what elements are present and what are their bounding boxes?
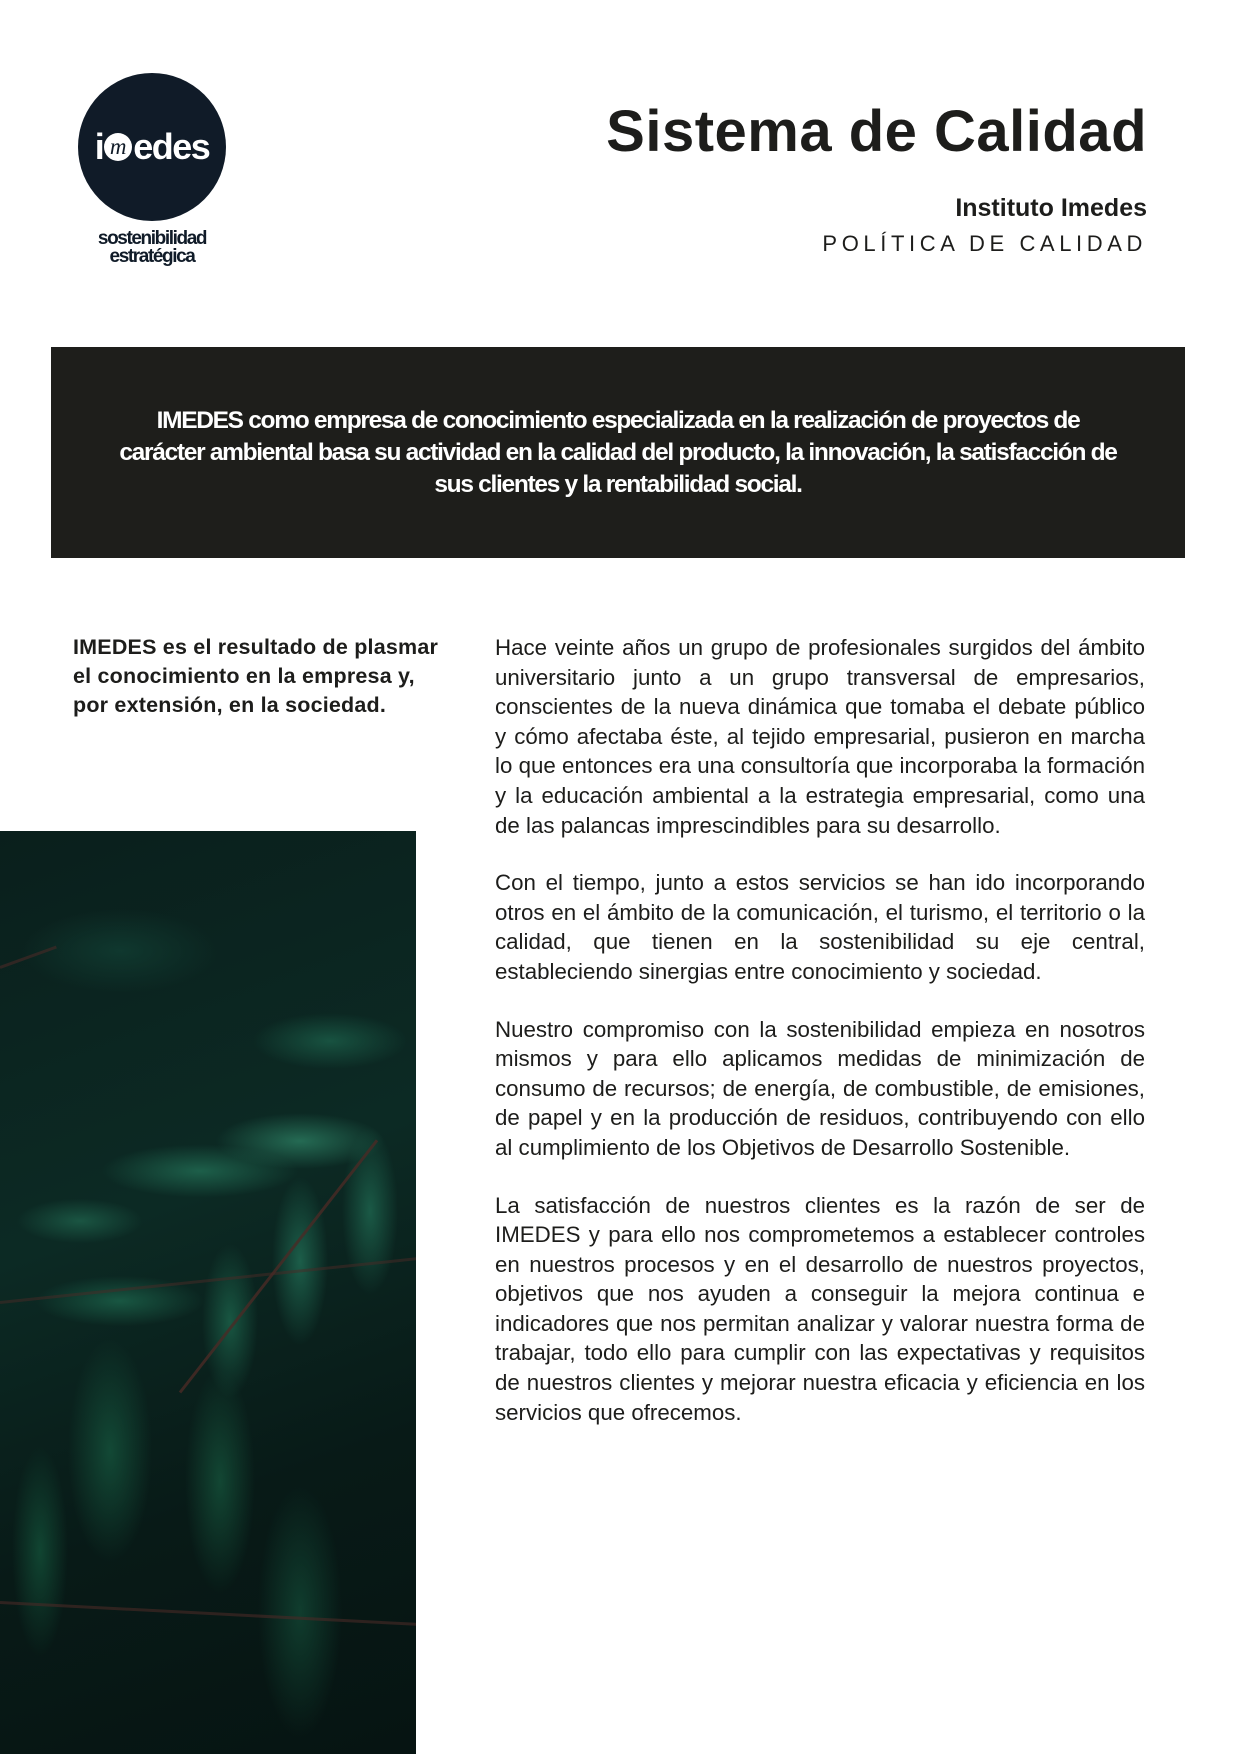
section-kicker: POLÍTICA DE CALIDAD xyxy=(822,231,1147,256)
body-paragraph: Nuestro compromiso con la sostenibilidad empieza en nosotros mismos y para ello aplicamos medidas de minimización de consumo de recursos; de energía, de combustible, de emisiones, de papel y en la producción de residuos, contribuyendo con ello al cumplimiento de los Objetivos de Desarrollo Sostenible. xyxy=(495,1016,1145,1160)
page-subtitle: Instituto Imedes xyxy=(955,194,1147,222)
logo-wordmark-i: i xyxy=(94,126,104,167)
logo-tagline-line1: sostenibilidad xyxy=(97,228,207,249)
photo-stem xyxy=(0,1601,416,1626)
lead-statement: IMEDES es el resultado de plasmar el conocimiento en la empresa y, por extensión, en la sociedad. xyxy=(73,635,439,717)
page-title: Sistema de Calidad xyxy=(606,99,1147,164)
logo-wordmark-edes: edes xyxy=(133,126,210,167)
body-paragraph: La satisfacción de nuestros clientes es la razón de ser de IMEDES y para ello nos comprometemos a establecer controles en nuestros procesos y en el desarrollo de nuestros proyectos, objetivos que nos ayuden a conseguir la mejora continua e indicadores que nos permitan analizar y valorar nuestra forma de trabajar, todo ello para cumplir con las expectativas y requisitos de nuestros clientes y mejorar nuestra eficacia y eficiencia en los servicios que ofrecemos. xyxy=(495,1192,1145,1425)
leaves-photo xyxy=(0,831,416,1754)
logo-wordmark-m: m xyxy=(104,133,132,161)
body-text xyxy=(495,633,1145,1455)
photo-stem xyxy=(0,946,57,969)
mission-banner xyxy=(51,347,1185,558)
mission-statement: IMEDES como empresa de conocimiento especializada en la realización de proyectos de carácter ambiental basa su actividad en la calidad del producto, la innovación, la satisfacción de sus clientes y la rentabilidad social. xyxy=(119,406,1117,498)
logo-tagline-line2: estratégica xyxy=(109,246,195,267)
body-paragraph: Con el tiempo, junto a estos servicios se han ido incorporando otros en el ámbito de la comunicación, el turismo, el territorio o la calidad, que tienen en la sostenibilidad su eje central, estableciendo sinergias entre conocimiento y sociedad. xyxy=(495,870,1145,984)
body-paragraph: Hace veinte años un grupo de profesionales surgidos del ámbito universitario junto a un grupo transversal de empresarios, conscientes de la nueva dinámica que tomaba el debate público y cómo afectaba éste, al tejido empresarial, pusieron en marcha lo que entonces era una consultoría que incorporaba la formación y la educación ambiental a la estrategia empresarial, como una de las palancas imprescindibles para su desarrollo. xyxy=(495,635,1145,838)
photo-stem xyxy=(0,1257,416,1304)
logo-wordmark xyxy=(95,126,210,168)
logo-tagline xyxy=(72,230,232,266)
logo-circle xyxy=(78,73,226,221)
